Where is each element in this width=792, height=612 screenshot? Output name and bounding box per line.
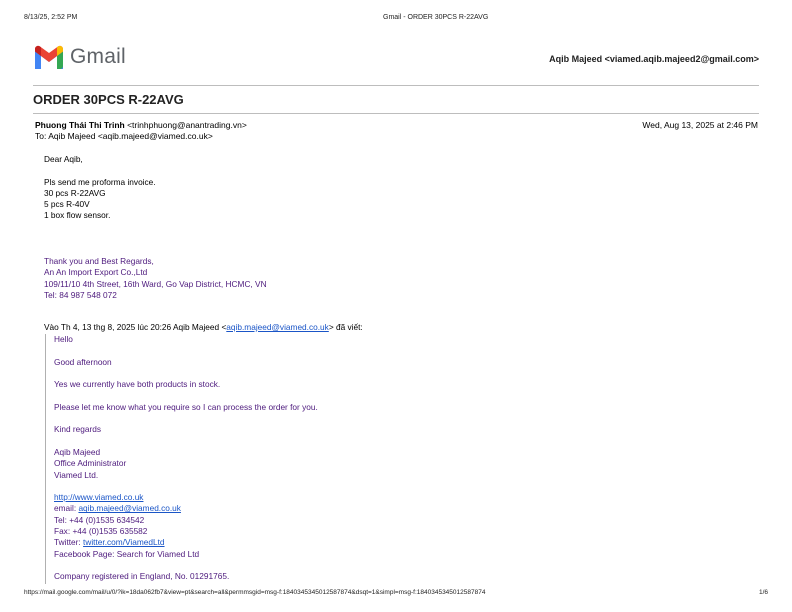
quote-intro-suffix: > đã viết: — [328, 322, 363, 332]
print-datetime: 8/13/25, 2:52 PM — [24, 14, 78, 21]
message-body — [44, 154, 156, 222]
account-identity: Aqib Majeed <viamed.aqib.majeed2@gmail.com> — [549, 54, 759, 64]
message-date: Wed, Aug 13, 2025 at 2:46 PM — [642, 120, 758, 130]
quote-line: Facebook Page: Search for Viamed Ltd — [54, 548, 200, 559]
quote-line: Fax: +44 (0)1535 635582 — [54, 526, 148, 537]
quote-line: Please let me know what you require so I can process the order for you. — [54, 401, 318, 412]
quote-line: Yes we currently have both products in stock. — [54, 379, 221, 390]
quote-email-link[interactable]: aqib.majeed@viamed.co.uk — [226, 322, 329, 332]
email-subject: ORDER 30PCS R-22AVG — [33, 92, 184, 107]
divider-top — [33, 85, 759, 86]
greeting: Dear Aqib, — [44, 154, 83, 164]
twitter-label: Twitter: — [54, 537, 84, 548]
signature-line: Tel: 84 987 548 072 — [44, 289, 117, 300]
quote-line: Company registered in England, No. 01291765. — [54, 571, 230, 582]
gmail-logo[interactable] — [33, 43, 126, 71]
signature-line: An An Import Export Co.,Ltd — [44, 267, 148, 278]
quote-line: Office Administrator — [54, 458, 127, 469]
sender — [35, 120, 247, 130]
divider-subject — [33, 113, 759, 114]
quote-line: Tel: +44 (0)1535 634542 — [54, 514, 145, 525]
email-label: email: — [54, 503, 79, 514]
body-line: 5 pcs R-40V — [44, 199, 90, 210]
quote-intro-text: Vào Th 4, 13 thg 8, 2025 lúc 20:26 Aqib Majeed < — [44, 322, 227, 332]
recipient: To: Aqib Majeed <aqib.majeed@viamed.co.uk> — [35, 131, 213, 141]
signature-line: 109/11/10 4th Street, 16th Ward, Go Vap District, HCMC, VN — [44, 278, 267, 289]
quote-line: Kind regards — [54, 424, 102, 435]
sender-name: Phuong Thái Thi Trinh — [35, 120, 125, 130]
signature-line: Thank you and Best Regards, — [44, 256, 154, 266]
quote-line: Good afternoon — [54, 356, 112, 367]
gmail-wordmark: Gmail — [70, 45, 126, 68]
quote-attribution — [44, 322, 363, 332]
signature — [44, 256, 267, 301]
body-line: 1 box flow sensor. — [44, 210, 111, 221]
page-number: 1/6 — [758, 589, 768, 596]
quote-bar — [45, 334, 46, 584]
email-link[interactable]: aqib.majeed@viamed.co.uk — [78, 503, 181, 514]
quote-line: Hello — [54, 334, 73, 344]
quote-line: Aqib Majeed — [54, 446, 101, 457]
quote-line: Viamed Ltd. — [54, 469, 99, 480]
sender-email: <trinhphuong@anantrading.vn> — [127, 120, 247, 130]
print-title: Gmail - ORDER 30PCS R-22AVG — [383, 14, 489, 21]
twitter-link[interactable]: twitter.com/ViamedLtd — [83, 537, 165, 548]
website-link[interactable]: http://www.viamed.co.uk — [54, 492, 144, 503]
gmail-m-icon — [33, 45, 65, 69]
print-url: https://mail.google.com/mail/u/0/?ik=18da062fb7&view=pt&search=all&permmsgid=msg-f:1840345345012587874&dsqt=1&simpl=msg-f:1840345345012587874 — [24, 589, 486, 596]
body-line: 30 pcs R-22AVG — [44, 187, 106, 198]
body-line: Pls send me proforma invoice. — [44, 176, 156, 187]
quoted-message — [54, 334, 318, 583]
